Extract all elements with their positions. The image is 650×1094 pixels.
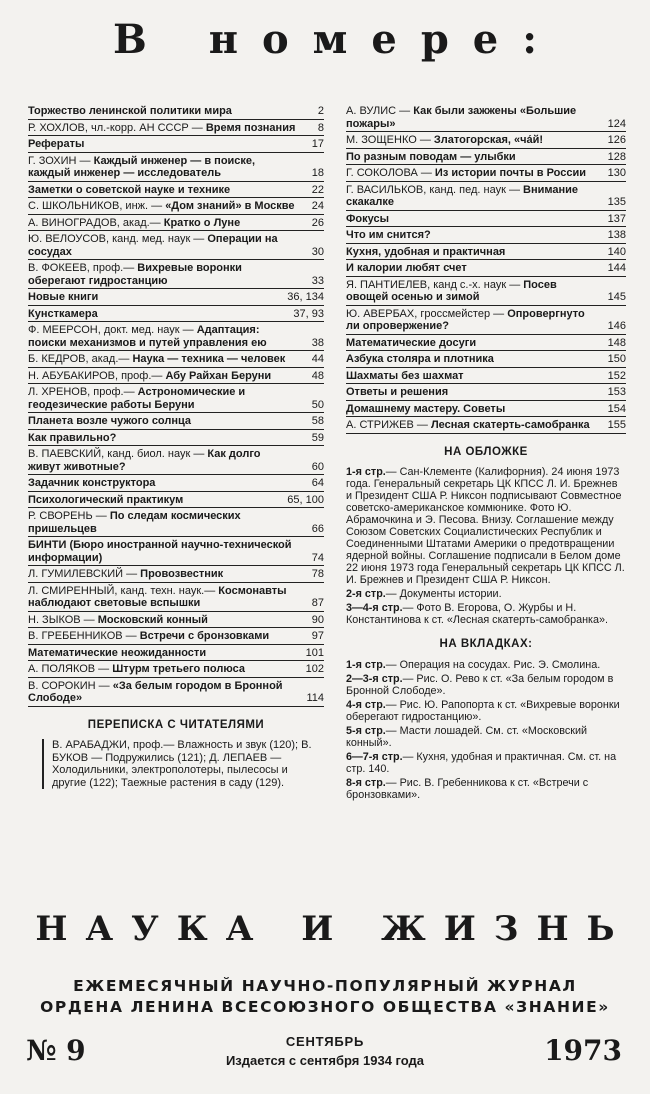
toc-entry-text bbox=[346, 370, 604, 383]
toc-author: С. ШКОЛЬНИКОВ, инж. — bbox=[28, 200, 163, 212]
toc-entry-text bbox=[28, 138, 302, 151]
toc-title: Домашнему мастеру. Советы bbox=[346, 402, 506, 415]
toc-entry-text bbox=[28, 233, 302, 258]
toc-item bbox=[346, 165, 626, 182]
toc-item bbox=[346, 368, 626, 385]
toc-entry-text bbox=[28, 353, 302, 366]
toc-entry-text bbox=[28, 184, 302, 197]
note-text: — Рис. Ю. Рапопорта к ст. «Вихревые воронки оберегают гидростанцию». bbox=[346, 698, 620, 723]
toc-title: Наука — техника — человек bbox=[132, 353, 286, 365]
toc-item bbox=[28, 661, 324, 678]
toc-item bbox=[28, 153, 324, 182]
toc-entry-text bbox=[346, 184, 604, 209]
toc-title: Посев овощей осенью и зимой bbox=[346, 278, 557, 303]
toc-author: Н. ЗЫКОВ — bbox=[28, 613, 95, 626]
toc-page-number: 26 bbox=[311, 216, 324, 229]
toc-page-number: 66 bbox=[311, 522, 324, 535]
masthead: НАУКА И ЖИЗНЬ bbox=[35, 909, 633, 949]
toc-title: Математические досуги bbox=[346, 336, 477, 349]
note-label: 2—3-я стр. bbox=[346, 672, 403, 685]
toc-entry-text bbox=[28, 324, 302, 349]
note-label: 3—4-я стр. bbox=[346, 602, 403, 614]
toc-title: Операции на сосудах bbox=[28, 233, 278, 258]
toc-page-number: 36, 134 bbox=[287, 291, 324, 303]
subtitle-line-2: ОРДЕНА ЛЕНИНА ВСЕСОЮЗНОГО ОБЩЕСТВА «ЗНАНИЕ» bbox=[40, 998, 610, 1016]
toc-author: Ю. ВЕЛОУСОВ, канд. мед. наук — bbox=[28, 233, 205, 245]
toc-item bbox=[28, 103, 324, 120]
toc-title: Провозвестник bbox=[140, 568, 224, 580]
toc-title: По следам космических пришельцев bbox=[28, 510, 241, 535]
page-title: В номере: bbox=[112, 16, 562, 63]
toc-item bbox=[28, 475, 324, 492]
toc-page-number: 155 bbox=[607, 419, 626, 431]
toc-title: Астрономические и геодезические работы Беруни bbox=[28, 386, 246, 411]
toc-author: В. ПАЕВСКИЙ, канд. биол. наук — bbox=[28, 448, 205, 460]
toc-item bbox=[28, 182, 324, 199]
toc-item bbox=[28, 120, 324, 137]
toc-entry-text bbox=[28, 262, 302, 287]
note-label: 4-я стр. bbox=[346, 698, 386, 711]
toc-title: Ответы и решения bbox=[346, 386, 449, 398]
toc-item bbox=[28, 289, 324, 306]
toc-page-number: 97 bbox=[311, 630, 324, 642]
toc-title: По разным поводам — улыбки bbox=[346, 150, 516, 163]
toc-page-number: 2 bbox=[317, 105, 324, 117]
toc-item bbox=[346, 211, 626, 228]
toc-page-number: 78 bbox=[311, 568, 324, 580]
toc-entry-text bbox=[346, 134, 604, 147]
toc-author: Ю. АВЕРБАХ, гроссмейстер — bbox=[346, 307, 505, 320]
toc-page-number: 150 bbox=[607, 353, 626, 365]
toc-item bbox=[28, 537, 324, 566]
issue-number: № 9 bbox=[26, 1034, 86, 1067]
toc-page-number: 153 bbox=[607, 386, 626, 398]
toc-item bbox=[346, 227, 626, 244]
toc-item bbox=[28, 368, 324, 385]
toc-entry-text bbox=[28, 494, 287, 507]
toc-title: Абу Райхан Беруни bbox=[165, 369, 272, 382]
toc-entry-text bbox=[28, 448, 302, 473]
toc-item bbox=[28, 413, 324, 430]
toc-item bbox=[28, 583, 324, 612]
toc-page-number: 130 bbox=[607, 167, 626, 179]
toc-page-number: 114 bbox=[306, 692, 324, 704]
toc-item bbox=[346, 384, 626, 401]
toc-item bbox=[28, 384, 324, 413]
toc-entry-text bbox=[346, 419, 604, 432]
toc-title: Вихревые воронки оберегают гидростанцию bbox=[28, 262, 242, 287]
note-label: 1-я стр. bbox=[346, 658, 386, 671]
toc-item bbox=[346, 103, 626, 132]
toc-entry-text bbox=[346, 229, 604, 242]
toc-page-number: 74 bbox=[311, 551, 324, 564]
toc-left-list bbox=[28, 103, 324, 707]
toc-author: Р. ХОХЛОВ, чл.-корр. АН СССР — bbox=[28, 121, 203, 134]
toc-title: Азбука столяра и плотника bbox=[346, 353, 494, 365]
toc-entry-text bbox=[28, 663, 302, 676]
toc-item bbox=[346, 335, 626, 352]
toc-page-number: 8 bbox=[317, 121, 324, 134]
cover-item bbox=[346, 588, 626, 600]
toc-page-number: 124 bbox=[607, 117, 626, 130]
toc-item bbox=[28, 430, 324, 447]
insert-item bbox=[346, 699, 626, 723]
toc-page-number: 44 bbox=[311, 353, 324, 365]
toc-entry-text bbox=[28, 680, 302, 705]
toc-page-number: 50 bbox=[311, 398, 324, 411]
toc-item bbox=[28, 678, 324, 707]
toc-title: Опровергнуто ли опровержение? bbox=[346, 307, 585, 332]
toc-title: Как долго живут животные? bbox=[28, 448, 261, 473]
toc-page-number: 102 bbox=[305, 663, 324, 675]
toc-page-number: 87 bbox=[311, 597, 324, 609]
toc-entry-text bbox=[28, 432, 302, 445]
subtitle-line-1: ЕЖЕМЕСЯЧНЫЙ НАУЧНО-ПОПУЛЯРНЫЙ ЖУРНАЛ bbox=[73, 977, 577, 995]
toc-item bbox=[28, 645, 324, 662]
toc-page-number: 137 bbox=[607, 212, 626, 225]
note-label: 6—7-я стр. bbox=[346, 750, 403, 763]
toc-page-number: 128 bbox=[607, 150, 626, 163]
toc-item bbox=[28, 566, 324, 583]
toc-title: Златогорская, «ча́й! bbox=[433, 134, 544, 146]
note-label: 5-я стр. bbox=[346, 724, 386, 737]
toc-item bbox=[346, 417, 626, 434]
toc-entry-text bbox=[28, 477, 302, 490]
toc-author: Р. СВОРЕНЬ — bbox=[28, 510, 107, 522]
toc-title: Кратко о Луне bbox=[163, 216, 241, 229]
toc-author: Ф. МЕЕРСОН, докт. мед. наук — bbox=[28, 324, 194, 336]
note-text: — Фото В. Егорова, О. Журбы и Н. Константинова к ст. «Лесная скатерть-самобранка». bbox=[346, 602, 609, 626]
toc-entry-text bbox=[28, 370, 302, 383]
toc-item bbox=[28, 306, 324, 323]
toc-item bbox=[28, 215, 324, 232]
toc-author: А. ВИНОГРАДОВ, акад.— bbox=[28, 216, 161, 229]
toc-entry-text bbox=[28, 630, 302, 643]
toc-title: «За белым городом в Бронной Слободе» bbox=[28, 679, 283, 704]
toc-author: А. ВУЛИС — bbox=[346, 105, 411, 117]
toc-entry-text bbox=[346, 105, 604, 130]
toc-title: БИНТИ (Бюро иностранной научно-технической информации) bbox=[28, 539, 292, 564]
toc-page-number: 48 bbox=[311, 369, 324, 382]
toc-title: Встречи с бронзовками bbox=[139, 630, 270, 642]
note-label: 2-я стр. bbox=[346, 588, 386, 600]
toc-title: Заметки о советской науке и технике bbox=[28, 183, 231, 196]
toc-title: Планета возле чужого солнца bbox=[28, 415, 192, 427]
toc-author: Я. ПАНТИЕЛЕВ, канд с.-х. наук — bbox=[346, 278, 521, 291]
toc-entry-text bbox=[28, 647, 302, 660]
toc-entry-text bbox=[346, 213, 604, 226]
toc-item bbox=[28, 351, 324, 368]
toc-page-number: 146 bbox=[607, 320, 626, 332]
toc-entry-text bbox=[28, 122, 302, 135]
toc-entry-text bbox=[346, 262, 604, 275]
toc-title: Из истории почты в России bbox=[434, 167, 587, 179]
toc-right-list bbox=[346, 103, 626, 434]
toc-entry-text bbox=[28, 386, 302, 411]
toc-page-number: 18 bbox=[311, 167, 324, 179]
toc-author: Г. ЗОХИН — bbox=[28, 154, 91, 167]
toc-item bbox=[28, 612, 324, 629]
toc-title: Лесная скатерть-самобранка bbox=[430, 419, 590, 431]
toc-page-number: 154 bbox=[607, 402, 626, 415]
toc-entry-text bbox=[346, 386, 604, 399]
toc-author: Л. СМИРЕННЫЙ, канд. техн. наук.— bbox=[28, 584, 216, 597]
toc-item bbox=[346, 182, 626, 211]
toc-entry-text bbox=[346, 353, 604, 366]
toc-entry-text bbox=[28, 539, 302, 564]
toc-title: Шахматы без шахмат bbox=[346, 369, 464, 382]
toc-entry-text bbox=[28, 585, 302, 610]
toc-item bbox=[28, 322, 324, 351]
toc-entry-text bbox=[28, 614, 302, 627]
toc-page-number: 37, 93 bbox=[293, 307, 324, 320]
toc-author: В. ГРЕБЕННИКОВ — bbox=[28, 630, 137, 642]
toc-title: Математические неожиданности bbox=[28, 646, 207, 659]
issue-month: СЕНТЯБРЬ bbox=[285, 1034, 365, 1049]
insert-item bbox=[346, 725, 626, 749]
toc-title: «Дом знаний» в Москве bbox=[165, 200, 295, 212]
toc-page-number: 101 bbox=[305, 646, 324, 659]
toc-item bbox=[28, 446, 324, 475]
toc-item bbox=[28, 136, 324, 153]
toc-entry-text bbox=[28, 105, 302, 118]
toc-title: Штурм третьего полюса bbox=[112, 663, 245, 675]
toc-author: А. СТРИЖЕВ — bbox=[346, 419, 428, 431]
toc-page-number: 145 bbox=[607, 291, 626, 303]
toc-title: Фокусы bbox=[346, 212, 389, 225]
toc-title: Внимание скакалке bbox=[346, 183, 578, 208]
toc-item bbox=[346, 401, 626, 418]
toc-item bbox=[346, 149, 626, 166]
toc-author: А. ПОЛЯКОВ — bbox=[28, 663, 110, 675]
letters-text: В. АРАБАДЖИ, проф.— Влажность и звук (120); В. БУКОВ — Подружились (121); Д. ЛЕПАЕВ — Холодильники, электрополотеры, пылесосы и другие (122); Таежные растения в саду (129). bbox=[42, 739, 324, 789]
toc-title: Новые книги bbox=[28, 291, 99, 303]
toc-page-number: 138 bbox=[607, 229, 626, 241]
toc-title: Космонавты наблюдают световые вспышки bbox=[28, 584, 287, 609]
toc-title: Кухня, удобная и практичная bbox=[346, 245, 506, 258]
toc-page-number: 38 bbox=[311, 336, 324, 349]
toc-page-number: 58 bbox=[311, 415, 324, 427]
toc-author: В. ФОКЕЕВ, проф.— bbox=[28, 262, 135, 274]
letters-heading: ПЕРЕПИСКА С ЧИТАТЕЛЯМИ bbox=[87, 718, 265, 731]
note-text: — Кухня, удобная и практичная. См. ст. на стр. 140. bbox=[346, 750, 617, 775]
note-text: — Рис. О. Рево к ст. «За белым городом в Бронной Слободе». bbox=[346, 672, 614, 697]
toc-page-number: 148 bbox=[607, 336, 626, 349]
toc-entry-text bbox=[346, 308, 604, 333]
toc-title: Рефераты bbox=[28, 138, 85, 150]
toc-entry-text bbox=[346, 167, 604, 180]
toc-page-number: 64 bbox=[311, 477, 324, 489]
note-text: — Рис. В. Гребенникова к ст. «Встречи с бронзовками». bbox=[346, 776, 589, 801]
toc-entry-text bbox=[28, 568, 302, 581]
toc-title: И калории любят счет bbox=[346, 262, 467, 274]
toc-entry-text bbox=[346, 246, 604, 259]
toc-title: Задачник конструктора bbox=[28, 477, 156, 489]
toc-item bbox=[346, 351, 626, 368]
toc-item bbox=[28, 508, 324, 537]
toc-page-number: 65, 100 bbox=[287, 493, 324, 506]
toc-author: Л. ГУМИЛЕВСКИЙ — bbox=[28, 568, 138, 580]
toc-page-number: 24 bbox=[311, 200, 324, 212]
toc-entry-text bbox=[28, 200, 302, 213]
toc-title: Что им снится? bbox=[346, 229, 431, 241]
toc-page-number: 90 bbox=[311, 613, 324, 626]
toc-title: Московский конный bbox=[97, 613, 208, 626]
published-since: Издается с сентября 1934 года bbox=[225, 1053, 425, 1068]
cover-item bbox=[346, 466, 626, 586]
toc-page-number: 17 bbox=[311, 138, 324, 150]
toc-title: Как правильно? bbox=[28, 431, 117, 444]
toc-author: Г. ВАСИЛЬКОВ, канд. пед. наук — bbox=[346, 183, 520, 196]
toc-author: Л. ХРЕНОВ, проф.— bbox=[28, 386, 135, 398]
toc-entry-text bbox=[28, 155, 302, 180]
cover-heading: НА ОБЛОЖКЕ bbox=[444, 445, 528, 458]
toc-author: Б. КЕДРОВ, акад.— bbox=[28, 353, 130, 365]
toc-item bbox=[28, 260, 324, 289]
cover-item bbox=[346, 602, 626, 626]
toc-title: Каждый инженер — в поиске, каждый инженер — исследователь bbox=[28, 154, 256, 179]
cover-list bbox=[346, 466, 626, 626]
toc-item bbox=[346, 277, 626, 306]
toc-page-number: 30 bbox=[311, 245, 324, 258]
insert-item bbox=[346, 673, 626, 697]
note-text: — Сан-Клементе (Калифорния). 24 июня 1973 года. Генеральный секретарь ЦК КПСС Л. И. Брежнев и Президент США Р. Никсон подписывают Совместное советско-американское коммюнике. Фото Ю. Абрамочкина и Э. Песова. Внизу. Соглашение между Союзом Советских Социалистических Республик и Соединенными Штатами Америки о предотвращении ядерной войны. Соглашение подписали в Белом доме 22 июня 1973 года Генеральный секретарь ЦК КПСС Л. И. Брежнев и Президент США Р. Никсон. bbox=[346, 466, 625, 586]
toc-author: М. ЗОЩЕНКО — bbox=[346, 134, 431, 146]
toc-entry-text bbox=[28, 291, 287, 304]
toc-page-number: 135 bbox=[607, 196, 626, 208]
toc-entry-text bbox=[28, 510, 302, 535]
toc-page-number: 22 bbox=[311, 183, 324, 196]
note-label: 1-я стр. bbox=[346, 466, 386, 478]
toc-item bbox=[28, 628, 324, 645]
note-text: — Масти лошадей. См. ст. «Московский конный». bbox=[346, 724, 588, 749]
toc-item bbox=[346, 132, 626, 149]
toc-entry-text bbox=[346, 151, 604, 164]
toc-title: Время познания bbox=[205, 121, 296, 134]
toc-item bbox=[346, 244, 626, 261]
note-label: 8-я стр. bbox=[346, 776, 386, 789]
toc-item bbox=[346, 306, 626, 335]
inserts-heading: НА ВКЛАДКАХ: bbox=[439, 638, 533, 650]
insert-item bbox=[346, 751, 626, 775]
toc-author: В. СОРОКИН — bbox=[28, 679, 110, 692]
insert-item bbox=[346, 659, 626, 671]
toc-page-number: 33 bbox=[311, 274, 324, 287]
toc-right-column bbox=[346, 103, 626, 803]
toc-page-number: 59 bbox=[311, 431, 324, 444]
note-text: — Операция на сосудах. Рис. Э. Смолина. bbox=[385, 658, 601, 671]
toc-title: Кунсткамера bbox=[28, 307, 98, 320]
toc-page-number: 60 bbox=[311, 460, 324, 473]
toc-entry-text bbox=[346, 279, 604, 304]
toc-author: Г. СОКОЛОВА — bbox=[346, 167, 432, 179]
toc-entry-text bbox=[28, 308, 293, 321]
toc-title: Адаптация: поиски механизмов и путей управления ею bbox=[28, 324, 267, 349]
toc-title: Торжество ленинской политики мира bbox=[28, 105, 232, 117]
inserts-list bbox=[346, 659, 626, 801]
toc-entry-text bbox=[346, 403, 604, 416]
toc-item bbox=[28, 198, 324, 215]
note-text: — Документы истории. bbox=[385, 588, 502, 600]
toc-author: Н. АБУБАКИРОВ, проф.— bbox=[28, 369, 163, 382]
toc-entry-text bbox=[346, 337, 604, 350]
issue-year: 1973 bbox=[544, 1034, 622, 1067]
toc-item bbox=[346, 260, 626, 277]
toc-title: Как были зажжены «Большие пожары» bbox=[346, 105, 577, 130]
toc-page-number: 152 bbox=[607, 369, 626, 382]
toc-entry-text bbox=[28, 217, 302, 230]
toc-item bbox=[28, 492, 324, 509]
insert-item bbox=[346, 777, 626, 801]
toc-entry-text bbox=[28, 415, 302, 428]
toc-item bbox=[28, 231, 324, 260]
toc-page-number: 140 bbox=[607, 245, 626, 258]
toc-title: Психологический практикум bbox=[28, 493, 184, 506]
toc-page-number: 126 bbox=[607, 134, 626, 146]
toc-page-number: 144 bbox=[607, 262, 626, 274]
toc-left-column bbox=[28, 103, 324, 789]
